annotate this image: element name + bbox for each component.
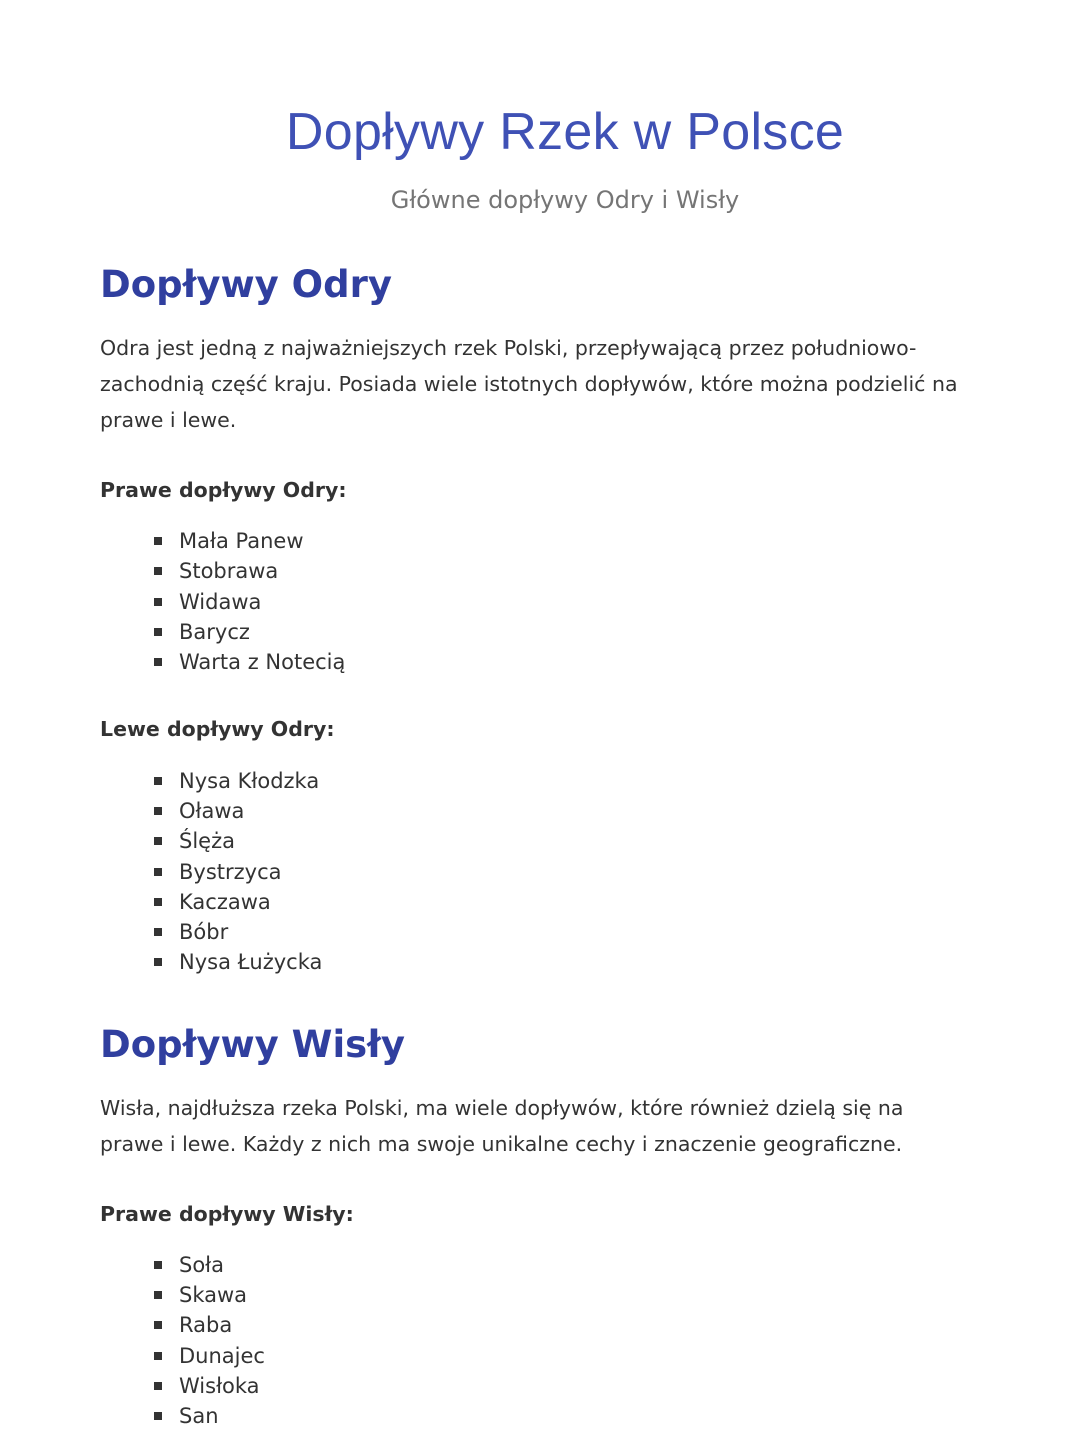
square-bullet-icon (154, 1321, 162, 1329)
square-bullet-icon (154, 628, 162, 636)
square-bullet-icon (154, 807, 162, 815)
river-name: Dunajec (179, 1343, 265, 1368)
list-item (154, 826, 980, 856)
square-bullet-icon (154, 777, 162, 785)
list-item (154, 556, 980, 586)
list-item (154, 765, 980, 795)
list-item (154, 587, 980, 617)
list-item (154, 526, 980, 556)
square-bullet-icon (154, 1412, 162, 1420)
river-name: Bóbr (179, 920, 229, 945)
river-name: Raba (179, 1313, 233, 1338)
list-item (154, 617, 980, 647)
square-bullet-icon (154, 958, 162, 966)
river-name: Oława (179, 798, 245, 823)
subheading-left-tributaries-odra: Lewe dopływy Odry: (100, 717, 335, 742)
section-heading-odra: Dopływy Odry (100, 263, 392, 306)
section-paragraph-wisla: Wisła, najdłuższa rzeka Polski, ma wiele dopływów, które również dzielą się na prawe i lewe. Każdy z nich ma swoje unikalne cechy i znaczenie geograficzne. (100, 1095, 904, 1156)
river-name: Stobrawa (179, 559, 279, 584)
river-name: Soła (179, 1252, 225, 1277)
subheading-right-tributaries-wisla: Prawe dopływy Wisły: (100, 1201, 354, 1226)
list-item (154, 947, 980, 977)
list-item (154, 1280, 980, 1310)
square-bullet-icon (154, 868, 162, 876)
square-bullet-icon (154, 1352, 162, 1360)
square-bullet-icon (154, 658, 162, 666)
river-name: Warta z Notecią (179, 650, 346, 675)
square-bullet-icon (154, 567, 162, 575)
list-item (154, 1310, 980, 1340)
river-name: Nysa Kłodzka (179, 768, 320, 793)
list-item (154, 856, 980, 886)
square-bullet-icon (154, 898, 162, 906)
page-subtitle: Główne dopływy Odry i Wisły (390, 186, 740, 214)
river-name: Skawa (179, 1283, 248, 1307)
square-bullet-icon (154, 598, 162, 606)
river-name: Kaczawa (179, 889, 271, 914)
river-name: San (179, 1404, 219, 1429)
page-title: Dopływy Rzek w Polsce (285, 103, 845, 161)
river-name: Mała Panew (179, 529, 304, 554)
river-name: Ślęża (179, 829, 235, 854)
list-item (154, 647, 980, 677)
list-item (154, 1340, 980, 1370)
list-right-tributaries-odra (100, 526, 980, 677)
river-name: Nysa Łużycka (179, 950, 323, 975)
square-bullet-icon (154, 1291, 162, 1299)
subheading-right-tributaries-odra: Prawe dopływy Odry: (100, 478, 347, 502)
list-item (154, 1401, 980, 1431)
river-name: Barycz (179, 620, 250, 645)
list-item (154, 887, 980, 917)
list-item (154, 917, 980, 947)
section-heading-wisla: Dopływy Wisły (100, 1022, 406, 1066)
section-odra (100, 262, 980, 978)
square-bullet-icon (154, 537, 162, 545)
list-right-tributaries-wisla (100, 1250, 980, 1431)
list-left-tributaries-odra (100, 765, 980, 977)
river-name: Wisłoka (179, 1373, 260, 1398)
section-paragraph-odra: Odra jest jedną z najważniejszych rzek Polski, przepływającą przez południowo-zachodnią część kraju. Posiada wiele istotnych dopływów, które można podzielić na prawe i lewe. (100, 336, 958, 432)
list-item (154, 1250, 980, 1280)
square-bullet-icon (154, 837, 162, 845)
list-item (154, 796, 980, 826)
river-name: Bystrzyca (179, 859, 282, 884)
square-bullet-icon (154, 1261, 162, 1269)
section-wisla (100, 1022, 980, 1431)
square-bullet-icon (154, 1382, 162, 1390)
square-bullet-icon (154, 928, 162, 936)
river-name: Widawa (179, 589, 262, 614)
